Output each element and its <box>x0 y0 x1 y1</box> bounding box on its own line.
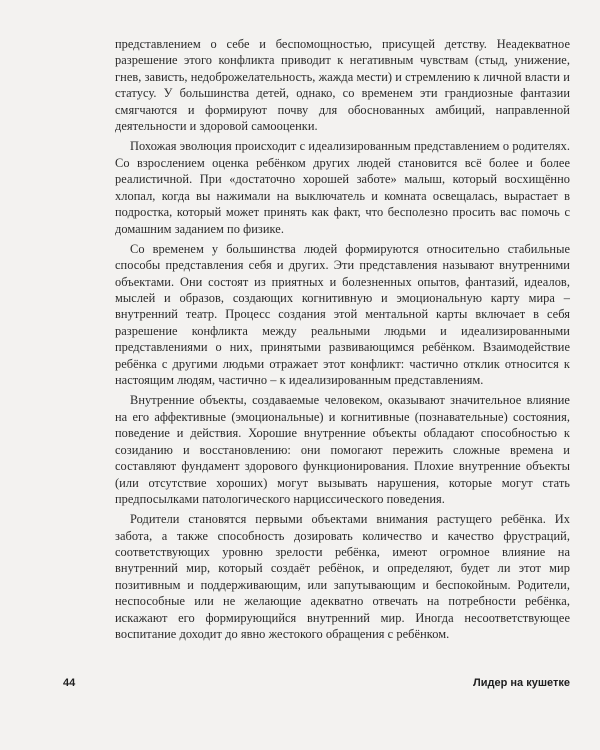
running-title: Лидер на кушетке <box>473 677 570 689</box>
paragraph-3: Со временем у большинства людей формируются относительно стабильные способы представления себя и других. Эти представления называют внутренними объектами. Они состоят из приятных и болезненных опытов, фантазий, идеалов, мыслей и образов, создающих когнитивную и эмоциональную карту мира – внутренний театр. Процесс создания этой ментальной карты включает в себя разрешение конфликта между реальными людьми и идеализированными представлениями о них, принятыми развивающимся ребёнком. Взаимодействие ребёнка с другими людьми отражает этот конфликт: частично отклик относится к настоящим людям, частично – к идеализированным представлениям. <box>115 241 570 388</box>
paragraph-5: Родители становятся первыми объектами внимания растущего ребёнка. Их забота, а также способность дозировать количество и качество фрустраций, соответствующих уровню зрелости ребёнка, имеют огромное влияние на внутренний мир, который создаёт ребёнок, и определяют, будет ли этот мир позитивным и поддерживающим, или запутывающим и беспокойным. Родители, неспособные или не желающие адекватно отвечать на потребности ребёнка, искажают его формирующийся внутренний мир. Иногда несоответствующее воспитание доходит до явно жестокого обращения с ребёнком. <box>115 512 570 642</box>
page-number: 44 <box>63 677 76 689</box>
page-footer <box>0 677 600 693</box>
paragraph-2: Похожая эволюция происходит с идеализированным представлением о родителях. Со взрослением оценка ребёнком других людей становится всё более и более реалистичной. При «достаточно хорошей заботе» малыш, который восхищённо хлопал, когда вы нажимали на выключатель и комната освещалась, вырастает в подростка, который может принять как факт, что бесполезно просить вас помочь с домашним заданием по физике. <box>115 139 570 236</box>
paragraph-4: Внутренние объекты, создаваемые человеком, оказывают значительное влияние на его аффективные (эмоциональные) и когнитивные (познавательные) состояния, поведение и действия. Хорошие внутренние объекты обладают способностью к созиданию и восстановлению: они помогают пережить сложные времена и составляют фундамент здорового функционирования. Плохие внутренние объекты (или отсутствие хороших) могут вызывать нарушения, которые могут стать предпосылками патологического нарциссического поведения. <box>115 393 570 507</box>
paragraph-1: представлением о себе и беспомощностью, присущей детству. Неадекватное разрешение этого конфликта приводит к негативным чувствам (стыд, унижение, гнев, зависть, недоброжелательность, жажда мести) и стремлению к личной власти и статусу. У большинства детей, однако, со временем эти грандиозные фантазии смягчаются и формируют почву для обоснованных амбиций, направленной деятельности и здоровой самооценки. <box>115 37 570 134</box>
body-text <box>115 36 570 646</box>
